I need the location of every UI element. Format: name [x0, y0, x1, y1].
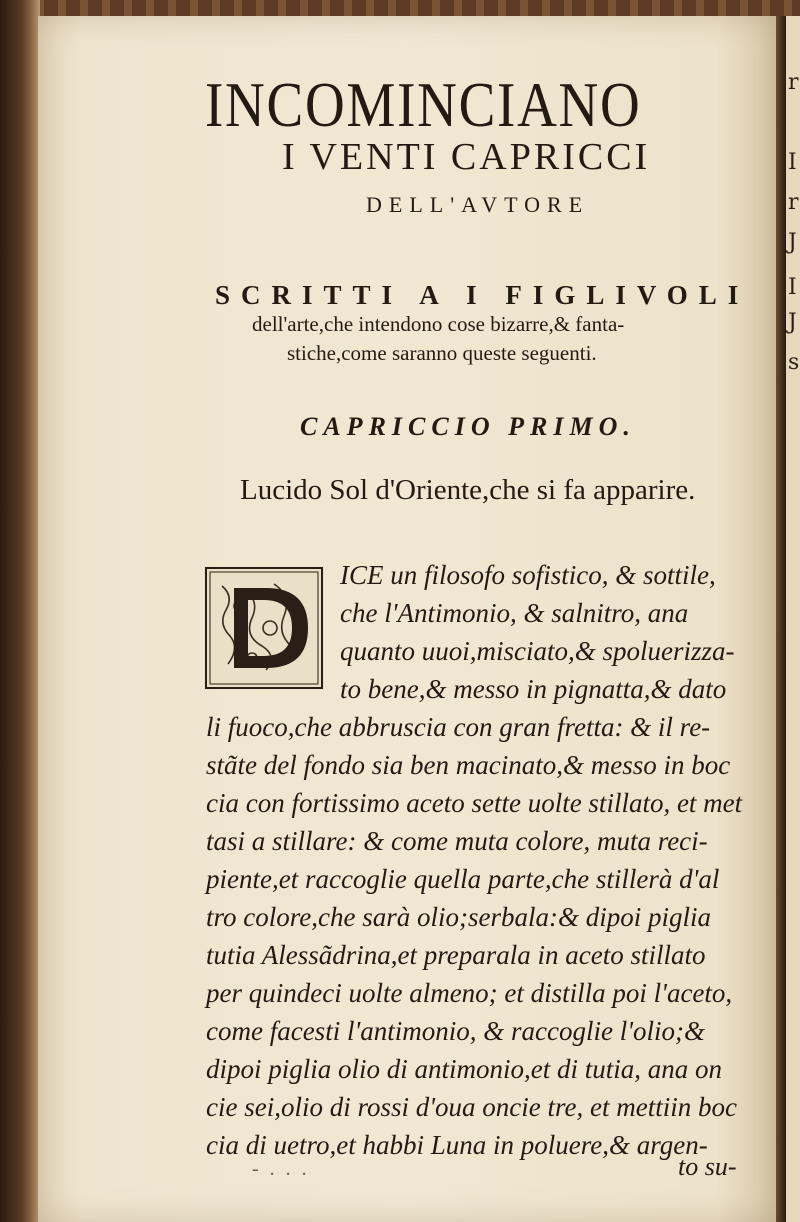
next-page-letter: J [788, 230, 797, 255]
book-binding-left [0, 0, 40, 1222]
body-line: piente,et raccoglie quella parte,che stillerà d'al [206, 864, 720, 894]
chapter-title: CAPRICCIO PRIMO. [300, 412, 636, 441]
decorated-initial-d-icon [204, 566, 324, 690]
next-page-letter: I [788, 150, 797, 175]
body-line: come facesti l'antimonio, & raccoglie l'olio;& [206, 1016, 705, 1046]
body-line: stãte del fondo sia ben macinato,& messo in boc [206, 750, 731, 780]
body-line: cie sei,olio di rossi d'oua oncie tre, et mettiin boc [206, 1092, 737, 1122]
body-line: cia con fortissimo aceto sette uolte stillato, et met [206, 788, 743, 818]
dedication-line-1: SCRITTI A I FIGLIVOLI [215, 280, 750, 310]
body-line: cia di uetro,et habbi Luna in poluere,& argen- [206, 1130, 708, 1160]
signature-mark: - . . . [252, 1158, 310, 1180]
next-page-letter: s [788, 350, 800, 375]
body-line: tro colore,che sarà olio;serbala:& dipoi piglia [206, 902, 711, 932]
next-page-letter: J [788, 310, 797, 335]
body-line: quanto uuoi,misciato,& spoluerizza- [340, 636, 735, 666]
heading-line-1: INCOMINCIANO [205, 69, 642, 140]
body-line: to bene,& messo in pignatta,& dato [340, 674, 727, 704]
dedication-line-3: stiche,come saranno queste seguenti. [287, 341, 597, 365]
body-line: li fuoco,che abbruscia con gran fretta: & il re- [206, 712, 711, 742]
next-page-letter: r [788, 190, 799, 215]
next-page-letter: r [788, 70, 799, 95]
next-page-edge [786, 16, 800, 1222]
catchword: to su- [678, 1152, 737, 1181]
next-page-letter: I [788, 275, 797, 300]
body-line: tutia Alessãdrina,et preparala in aceto stillato [206, 940, 706, 970]
body-line: per quindeci uolte almeno; et distilla poi l'aceto, [206, 978, 733, 1008]
heading-line-2: I VENTI CAPRICCI [282, 136, 651, 178]
chapter-motto: Lucido Sol d'Oriente,che si fa apparire. [240, 474, 696, 506]
dedication-line-2: dell'arte,che intendono cose bizarre,& fanta- [252, 312, 625, 336]
body-line: tasi a stillare: & come muta colore, muta reci- [206, 826, 708, 856]
body-line: dipoi piglia olio di antimonio,et di tutia, ana on [206, 1054, 723, 1084]
body-line: ICE un filosofo sofistico, & sottile, [340, 560, 716, 590]
body-line: che l'Antimonio, & salnitro, ana [340, 598, 689, 628]
heading-line-3: DELL'AVTORE [366, 192, 590, 217]
book-gutter [776, 16, 786, 1222]
